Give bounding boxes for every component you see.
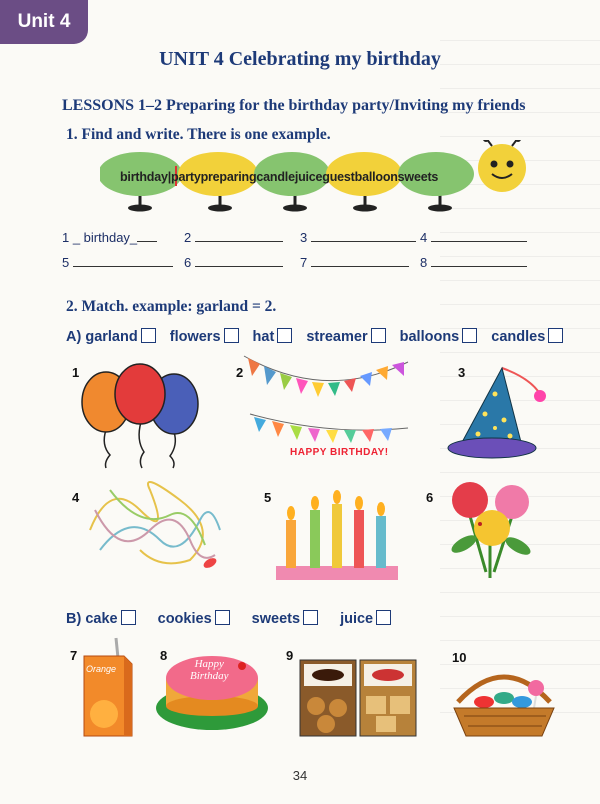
match-row-a: A) garland flowers hat streamer balloons candles xyxy=(66,328,573,345)
blank-8[interactable]: 8 xyxy=(420,253,527,270)
unit-tab: Unit 4 xyxy=(0,0,88,44)
answer-box[interactable] xyxy=(376,610,391,625)
word-hat: hat xyxy=(253,329,293,345)
picture-number: 10 xyxy=(452,650,467,665)
picture-number: 9 xyxy=(286,648,294,663)
cake-writing: Happy Birthday xyxy=(190,658,229,682)
blank-2[interactable]: 2 xyxy=(184,228,283,245)
banner-text: HAPPY BIRTHDAY! xyxy=(290,447,389,458)
word-candles: candles xyxy=(491,329,563,345)
answer-box[interactable] xyxy=(141,328,156,343)
answer-box[interactable] xyxy=(462,328,477,343)
streamer-picture xyxy=(80,470,230,580)
word-sweets: sweets xyxy=(252,611,318,627)
blank-6[interactable]: 6 xyxy=(184,253,283,270)
blank-7[interactable]: 7 xyxy=(300,253,409,270)
picture-number: 5 xyxy=(264,490,272,505)
answer-box[interactable] xyxy=(548,328,563,343)
answer-box[interactable] xyxy=(277,328,292,343)
page-title: UNIT 4 Celebrating my birthday xyxy=(159,48,441,70)
picture-number: 2 xyxy=(236,365,244,380)
answer-box[interactable] xyxy=(215,610,230,625)
blank-3[interactable]: 3 xyxy=(300,228,416,245)
blank-1: 1 _ birthday_ xyxy=(62,228,157,245)
cookies-picture xyxy=(296,656,420,740)
juice-box-picture xyxy=(76,636,140,740)
candles-picture xyxy=(272,486,402,582)
answer-box[interactable] xyxy=(121,610,136,625)
cake-picture xyxy=(152,640,272,736)
word-cake: cake xyxy=(85,611,135,627)
word-streamer: streamer xyxy=(306,329,385,345)
answer-box[interactable] xyxy=(224,328,239,343)
word-cookies: cookies xyxy=(158,611,230,627)
picture-number: 3 xyxy=(458,365,466,380)
word-balloons: balloons xyxy=(400,329,478,345)
lesson-heading: LESSONS 1–2 Preparing for the birthday party/Inviting my friends xyxy=(62,97,526,114)
picture-number: 8 xyxy=(160,648,168,663)
page-number: 34 xyxy=(292,768,308,783)
answer-box[interactable] xyxy=(371,328,386,343)
balloons-picture xyxy=(76,360,206,470)
picture-number: 4 xyxy=(72,490,80,505)
answer-box[interactable] xyxy=(303,610,318,625)
flowers-picture xyxy=(440,476,540,580)
picture-number: 7 xyxy=(70,648,78,663)
match-row-b: B) cake cookies sweets juice xyxy=(66,610,401,627)
word-juice: juice xyxy=(340,611,391,627)
picture-number: 1 xyxy=(72,365,80,380)
caterpillar-letters: birthday|partypreparingcandlejuiceguestballoonsweets xyxy=(120,170,439,184)
juice-label: Orange xyxy=(86,664,117,674)
sweets-basket-picture xyxy=(444,658,564,740)
task1-heading: 1. Find and write. There is one example. xyxy=(66,126,331,143)
word-flowers: flowers xyxy=(170,329,239,345)
party-hat-picture xyxy=(440,364,550,464)
blank-4[interactable]: 4 xyxy=(420,228,527,245)
blank-5[interactable]: 5 xyxy=(62,253,173,270)
picture-number: 6 xyxy=(426,490,434,505)
word-garland: garland xyxy=(85,329,155,345)
task2-heading: 2. Match. example: garland = 2. xyxy=(66,298,277,315)
